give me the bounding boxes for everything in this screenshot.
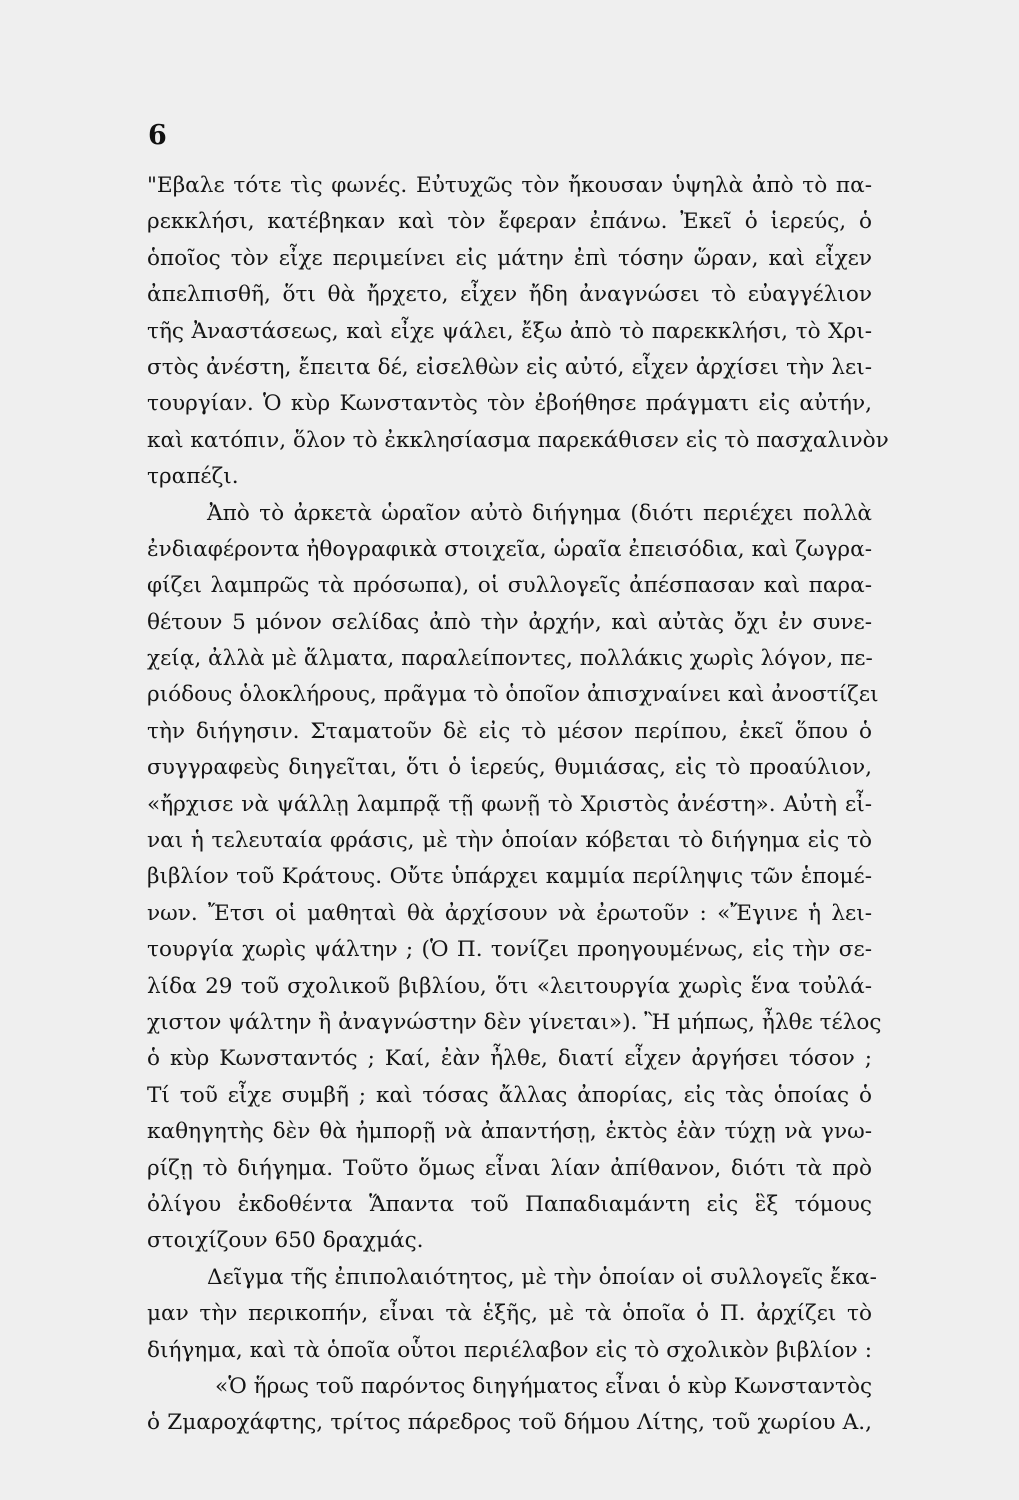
text-line: «Ὁ ἥρως τοῦ παρόντος διηγήματος εἶναι ὁ κὺρ Κωνσταντὸς — [215, 1373, 873, 1399]
text-line: ναι ἡ τελευταία φράσις, μὲ τὴν ὁποίαν κόβεται τὸ διήγημα εἰς τὸ — [147, 828, 872, 854]
text-line: Δεῖγμα τῆς ἐπιπολαιότητος, μὲ τὴν ὁποίαν οἱ συλλογεῖς ἔκα- — [207, 1264, 877, 1290]
text-line: ὁ Ζμαροχάφτης, τρίτος πάρεδρος τοῦ δήμου Λίτης, τοῦ χωρίου Α., — [147, 1410, 872, 1436]
text-line: φίζει λαμπρῶς τὰ πρόσωπα), οἱ συλλογεῖς ἀπέσπασαν καὶ παρα- — [147, 573, 872, 599]
text-line: «ἤρχισε νὰ ψάλλῃ λαμπρᾷ τῇ φωνῇ τὸ Χριστὸς ἀνέστη». Αὐτὴ εἶ- — [147, 791, 872, 817]
text-line: χείᾳ, ἀλλὰ μὲ ἅλματα, παραλείποντες, πολλάκις χωρὶς λόγον, πε- — [147, 646, 873, 672]
body-text — [147, 168, 889, 1442]
page-number: 6 — [148, 120, 167, 151]
text-line: χιστον ψάλτην ἢ ἀναγνώστην δὲν γίνεται»). Ἢ μήπως, ἦλθε τέλος — [147, 1009, 882, 1035]
text-line: Ἀπὸ τὸ ἀρκετὰ ὡραῖον αὐτὸ διήγημα (διότι περιέχει πολλὰ — [207, 500, 872, 526]
text-line: τουργία χωρὶς ψάλτην ; (Ὁ Π. τονίζει προηγουμένως, εἰς τὴν σε- — [147, 937, 872, 963]
text-line: ρεκκλήσι, κατέβηκαν καὶ τὸν ἔφεραν ἐπάνω. Ἐκεῖ ὁ ἱερεύς, ὁ — [147, 209, 872, 235]
text-line: συγγραφεὺς διηγεῖται, ὅτι ὁ ἱερεύς, θυμιάσας, εἰς τὸ προαύλιον, — [147, 755, 872, 781]
text-line: ὁποῖος τὸν εἶχε περιμείνει εἰς μάτην ἐπὶ τόσην ὥραν, καὶ εἶχεν — [147, 245, 872, 271]
text-line: λίδα 29 τοῦ σχολικοῦ βιβλίου, ὅτι «λειτουργία χωρὶς ἕνα τοὐλά- — [147, 973, 872, 999]
text-line: νων. Ἔτσι οἱ μαθηταὶ θὰ ἀρχίσουν νὰ ἐρωτοῦν : «Ἔγινε ἡ λει- — [147, 900, 872, 926]
text-line: βιβλίον τοῦ Κράτους. Οὔτε ὑπάρχει καμμία περίληψις τῶν ἑπομέ- — [147, 864, 872, 890]
text-line: ρίζῃ τὸ διήγημα. Τοῦτο ὅμως εἶναι λίαν ἀπίθανον, διότι τὰ πρὸ — [147, 1155, 872, 1181]
text-line: στοιχίζουν 650 δραχμάς. — [147, 1228, 424, 1254]
text-line: καὶ κατόπιν, ὅλον τὸ ἐκκλησίασμα παρεκάθισεν εἰς τὸ πασχαλινὸν — [147, 427, 889, 453]
text-line: ριόδους ὁλοκλήρους, πρᾶγμα τὸ ὁποῖον ἀπισχναίνει καὶ ἀνοστίζει — [147, 682, 879, 708]
text-line: διήγημα, καὶ τὰ ὁποῖα οὗτοι περιέλαβον εἰς τὸ σχολικὸν βιβλίον : — [147, 1337, 872, 1363]
text-line: τὴν διήγησιν. Σταματοῦν δὲ εἰς τὸ μέσον περίπου, ἐκεῖ ὅπου ὁ — [147, 718, 872, 744]
text-line: τῆς Ἀναστάσεως, καὶ εἶχε ψάλει, ἔξω ἀπὸ τὸ παρεκκλήσι, τὸ Χρι- — [147, 318, 872, 344]
text-line: ὀλίγου ἐκδοθέντα Ἅπαντα τοῦ Παπαδιαμάντη εἰς ἓξ τόμους — [147, 1191, 872, 1217]
text-line: καθηγητὴς δὲν θὰ ἠμπορῇ νὰ ἀπαντήσῃ, ἐκτὸς ἐὰν τύχῃ νὰ γνω- — [147, 1119, 872, 1145]
text-line: τουργίαν. Ὁ κὺρ Κωνσταντὸς τὸν ἐβοήθησε πράγματι εἰς αὐτήν, — [147, 391, 872, 417]
text-line: ὁ κὺρ Κωνσταντός ; Καί, ἐὰν ἦλθε, διατί εἶχεν ἀργήσει τόσον ; — [147, 1046, 872, 1072]
text-line: στὸς ἀνέστη, ἔπειτα δέ, εἰσελθὼν εἰς αὐτό, εἶχεν ἀρχίσει τὴν λει- — [147, 354, 872, 380]
text-line: "Εβαλε τότε τὶς φωνές. Εὐτυχῶς τὸν ἤκουσαν ὑψηλὰ ἀπὸ τὸ πα- — [147, 173, 872, 198]
text-line: ἐνδιαφέροντα ἠθογραφικὰ στοιχεῖα, ὡραῖα ἐπεισόδια, καὶ ζωγρα- — [147, 536, 872, 562]
text-line: ἀπελπισθῆ, ὅτι θὰ ἤρχετο, εἶχεν ἤδη ἀναγνώσει τὸ εὐαγγέλιον — [147, 282, 872, 308]
text-line: θέτουν 5 μόνον σελίδας ἀπὸ τὴν ἀρχήν, καὶ αὐτὰς ὄχι ἐν συνε- — [147, 609, 872, 635]
text-line: μαν τὴν περικοπήν, εἶναι τὰ ἑξῆς, μὲ τὰ ὁποῖα ὁ Π. ἀρχίζει τὸ — [147, 1301, 872, 1327]
text-line: τραπέζι. — [147, 464, 239, 490]
text-line: Τί τοῦ εἶχε συμβῆ ; καὶ τόσας ἄλλας ἀπορίας, εἰς τὰς ὁποίας ὁ — [147, 1082, 872, 1108]
